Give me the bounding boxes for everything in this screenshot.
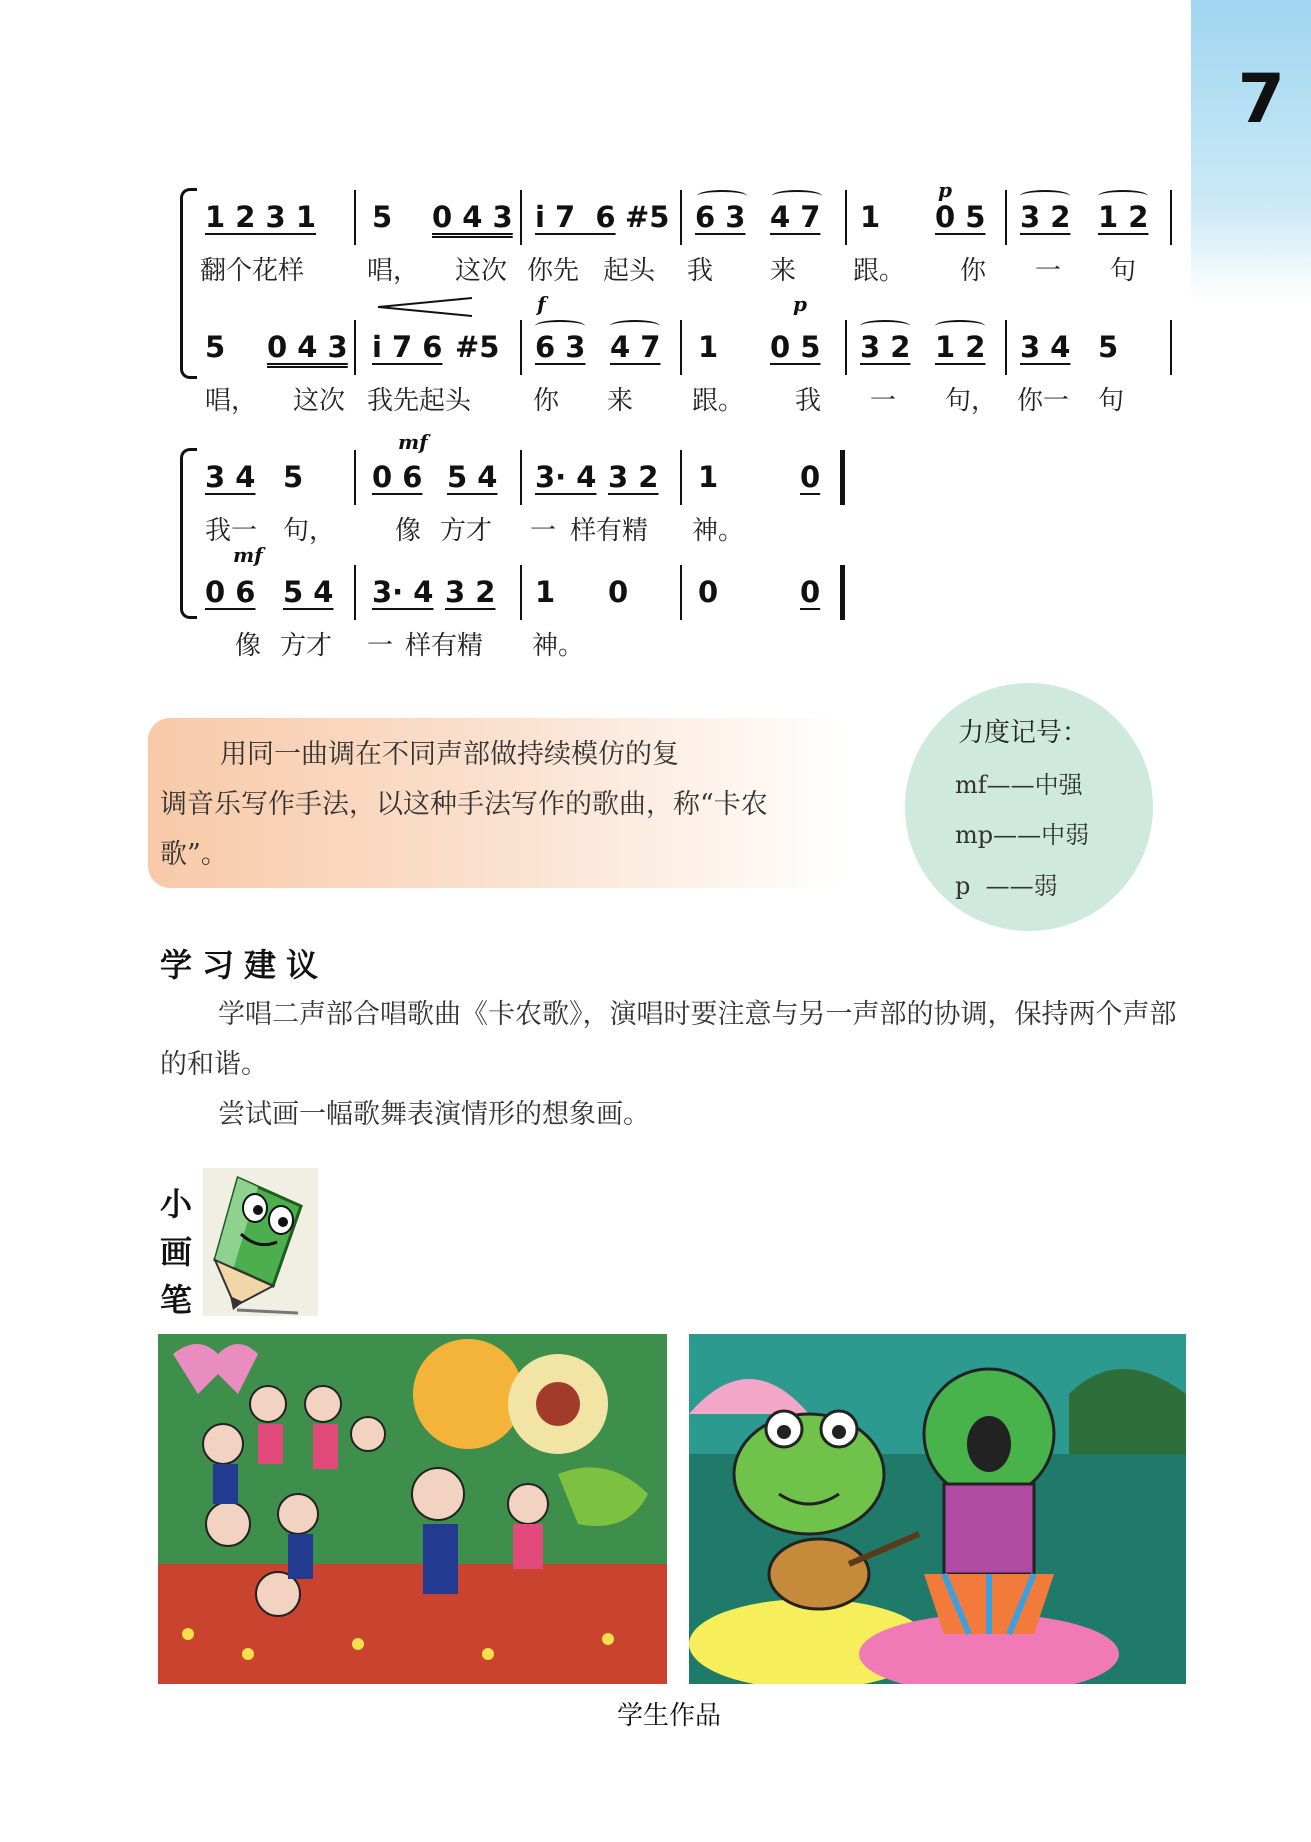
note-group: 3 4 <box>205 460 256 494</box>
system1-upper-notes <box>205 200 1165 252</box>
note-group: 5 <box>283 460 304 494</box>
lyric-syllable: 像 <box>235 631 262 661</box>
lyric-syllable: 方才 <box>280 631 333 661</box>
note-group: 5 4 <box>447 460 498 494</box>
bar-line <box>1170 190 1172 245</box>
lyric-syllable: 句 <box>1110 256 1137 286</box>
lyric-syllable: 你一 <box>1017 386 1070 416</box>
note-group: 5 <box>1098 330 1119 364</box>
lyric-syllable: 我一 <box>205 516 258 546</box>
lyric-syllable: 来 <box>607 386 634 416</box>
note-group: 0 5 <box>770 330 821 364</box>
note-group: 1 2 <box>935 330 986 364</box>
lyric-syllable: 样有精 <box>405 631 484 661</box>
lyric-syllable: 这次 <box>293 386 346 416</box>
study-suggestions <box>160 990 1190 1140</box>
note-group: 0 5 <box>935 200 986 234</box>
note-group: 0 <box>800 575 821 609</box>
note-group: 0 6 <box>372 460 423 494</box>
definition-line-rest: 调音乐写作手法，以这种手法写作的歌曲，称“卡农歌”。 <box>160 789 768 870</box>
student-artwork-dance <box>158 1334 667 1684</box>
lyric-syllable: 神。 <box>532 631 585 661</box>
note-group: 6 3 <box>535 330 586 364</box>
note-group: 3· 4 <box>372 575 434 609</box>
music-score <box>0 0 1311 700</box>
note-group: 0 6 <box>205 575 256 609</box>
dynamics-legend-item: mf——中强 <box>955 771 1083 799</box>
lyric-syllable: 你 <box>960 256 987 286</box>
study-paragraph: 尝试画一幅歌舞表演情形的想象画。 <box>218 1099 650 1130</box>
lyric-syllable: 一 <box>870 386 897 416</box>
note-group: 3 2 <box>1020 200 1071 234</box>
lyric-syllable: 句 <box>1098 386 1125 416</box>
lyric-syllable: 你 <box>533 386 560 416</box>
lyric-syllable: 一 <box>367 631 394 661</box>
lyric-syllable: 来 <box>770 256 797 286</box>
crescendo-hairpin <box>378 296 473 318</box>
lyric-syllable: 跟。 <box>853 256 906 286</box>
note-group: 3 2 <box>445 575 496 609</box>
lyric-syllable: 起头 <box>603 256 656 286</box>
note-group: 0 4 3 <box>432 200 513 234</box>
lyric-syllable: 唱， <box>367 256 420 286</box>
note-group: 6 3 <box>695 200 746 234</box>
note-group: 1 <box>698 460 719 494</box>
system1-lower-lyrics <box>205 380 1165 420</box>
note-group: 0 4 3 <box>267 330 348 364</box>
lyric-syllable: 跟。 <box>692 386 745 416</box>
system1-lower-notes <box>205 330 1165 382</box>
dynamic-mark-mf: mf <box>398 430 428 454</box>
dynamic-mark-f: f <box>537 292 546 316</box>
note-group: #5 <box>625 200 670 234</box>
lyric-syllable: 我 <box>687 256 714 286</box>
note-group: 1 <box>698 330 719 364</box>
system2-upper-lyrics <box>205 510 1165 550</box>
note-group: 3 2 <box>860 330 911 364</box>
note-group: 4 7 <box>610 330 661 364</box>
dynamic-mark-p: p <box>938 178 952 202</box>
note-group: 4 7 <box>770 200 821 234</box>
note-group: 0 <box>800 460 821 494</box>
definition-text <box>160 730 800 880</box>
note-group: i̇ 7 6 <box>372 330 443 364</box>
system-brace <box>180 188 197 379</box>
note-group: 1 <box>535 575 556 609</box>
note-group: 3· 4 <box>535 460 597 494</box>
lyric-syllable: 翻个花样 <box>200 256 305 286</box>
note-group: 5 4 <box>283 575 334 609</box>
student-artwork-frogs <box>689 1334 1186 1684</box>
note-group: 3 2 <box>608 460 659 494</box>
dynamic-mark-p: p <box>793 292 807 316</box>
system2-lower-notes <box>205 575 1165 627</box>
note-group: 1 2 <box>1098 200 1149 234</box>
note-group: 5 <box>372 200 393 234</box>
note-group: 1 2 3 1 <box>205 200 317 234</box>
lyric-syllable: 我 <box>795 386 822 416</box>
definition-line-1: 用同一曲调在不同声部做持续模仿的复 <box>220 739 679 770</box>
page-number: 7 <box>1237 60 1285 139</box>
note-group: 5 <box>205 330 226 364</box>
lyric-syllable: 唱， <box>205 386 258 416</box>
lyric-syllable: 像 <box>395 516 422 546</box>
note-group: 0 <box>698 575 719 609</box>
dynamics-legend-title: 力度记号： <box>958 718 1089 748</box>
lyric-syllable: 你先 <box>527 256 580 286</box>
section-title: 学习建议 <box>160 946 329 984</box>
note-group: i̇ 7 6 <box>535 200 616 234</box>
lyric-syllable: 句， <box>283 516 336 546</box>
lyric-syllable: 一 <box>530 516 557 546</box>
lyric-syllable: 神。 <box>692 516 745 546</box>
dynamic-mark-mf: mf <box>233 543 263 567</box>
lyric-syllable: 这次 <box>455 256 508 286</box>
system1-upper-lyrics <box>200 250 1165 290</box>
lyric-syllable: 我先起头 <box>367 386 472 416</box>
note-group: 0 <box>608 575 629 609</box>
dynamics-legend-item: mp——中弱 <box>955 821 1090 849</box>
system-brace <box>180 448 197 619</box>
note-group: #5 <box>455 330 500 364</box>
dynamics-legend-item: p ——弱 <box>955 872 1058 900</box>
lyric-syllable: 样有精 <box>570 516 649 546</box>
system2-lower-lyrics <box>205 625 1165 665</box>
lyric-syllable: 方才 <box>440 516 493 546</box>
lyric-syllable: 一 <box>1035 256 1062 286</box>
note-group: 3 4 <box>1020 330 1071 364</box>
pencil-icon <box>203 1168 318 1316</box>
study-paragraph: 学唱二声部合唱歌曲《卡农歌》，演唱时要注意与另一声部的协调，保持两个声部的和谐。 <box>160 999 1177 1080</box>
pencil-section-label: 小画笔 <box>160 1185 193 1319</box>
lyric-syllable: 句， <box>945 386 998 416</box>
bar-line <box>1170 320 1172 375</box>
artwork-caption: 学生作品 <box>617 1701 722 1731</box>
system2-upper-notes <box>205 460 1165 512</box>
note-group: 1 <box>860 200 881 234</box>
